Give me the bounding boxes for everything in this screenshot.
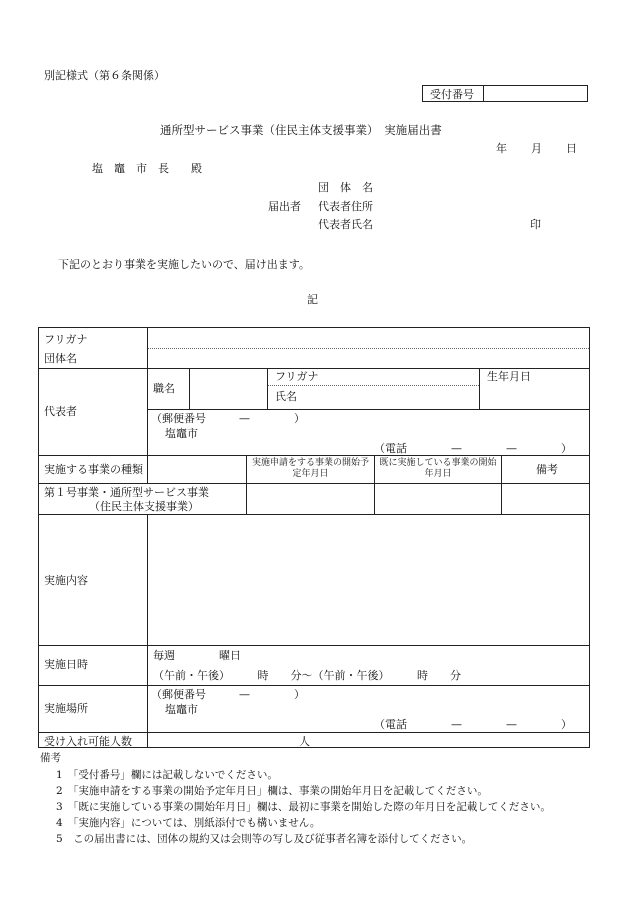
content-label: 実施内容 xyxy=(44,574,88,587)
seal-mark: 印 xyxy=(530,218,541,231)
rep-address-label: 代表者住所 xyxy=(318,200,373,213)
service-type-header: 実施する事業の種類 xyxy=(44,463,143,476)
capacity-field[interactable] xyxy=(149,734,295,747)
group-name-label: 団 体 名 xyxy=(318,181,373,194)
location-postal-code: （郵便番号 — ） xyxy=(151,688,305,701)
receipt-number-field[interactable] xyxy=(484,86,587,101)
note-item: 3 「既に実施している事業の開始年月日」欄は、最初に事業を開始した際の年月日を記載してください。 xyxy=(56,801,551,813)
receipt-number-label: 受付番号 xyxy=(430,88,474,101)
date-year: 年 xyxy=(496,142,507,155)
note-item: 1 「受付番号」欄には記載しないでください。 xyxy=(56,769,278,781)
group-furigana-field[interactable] xyxy=(149,330,587,347)
existing-start-header: 既に実施している事業の開始年月日 xyxy=(379,458,497,479)
submitter-label: 届出者 xyxy=(268,200,301,213)
group-name-row-label: 団体名 xyxy=(44,352,77,365)
group-furigana-label: フリガナ xyxy=(44,333,88,346)
rep-name-field[interactable] xyxy=(319,370,477,407)
service-type-line1: 第１号事業・通所型サービス事業 xyxy=(44,486,209,499)
schedule-label: 実施日時 xyxy=(44,658,88,671)
group-name-field[interactable] xyxy=(149,350,587,367)
planned-start-header: 実施申請をする事業の開始予定年月日 xyxy=(251,458,369,479)
rep-name-row-label: 氏名 xyxy=(275,390,297,403)
ki-heading: 記 xyxy=(307,293,318,306)
representative-label: 代表者 xyxy=(44,405,77,418)
application-form-table xyxy=(38,327,590,748)
location-label: 実施場所 xyxy=(44,702,88,715)
birth-date-field[interactable] xyxy=(481,384,587,407)
schedule-weekday: 毎週 曜日 xyxy=(153,649,241,662)
capacity-label: 受け入れ可能人数 xyxy=(44,735,132,748)
rep-phone: （電話 — — ） xyxy=(374,442,572,455)
note-item: 4 「実施内容」については、別紙添付でも構いません。 xyxy=(56,817,321,829)
rep-name-label: 代表者氏名 xyxy=(318,218,373,231)
document-title: 通所型サービス事業（住民主体支援事業） 実施届出書 xyxy=(160,123,442,137)
rep-furigana-label: フリガナ xyxy=(275,370,319,383)
planned-start-field[interactable] xyxy=(248,485,372,512)
birth-date-label: 生年月日 xyxy=(487,370,531,383)
addressee: 塩 竈 市 長 殿 xyxy=(92,162,202,175)
rep-postal-code: （郵便番号 — ） xyxy=(151,412,305,425)
location-phone: （電話 — — ） xyxy=(374,718,572,731)
content-field[interactable] xyxy=(149,516,587,643)
note-item: 2 「実施申請をする事業の開始予定年月日」欄は、事業の開始年月日を記載してください。 xyxy=(56,785,488,797)
remarks-field[interactable] xyxy=(503,485,587,512)
schedule-time: （午前・午後） 時 分〜（午前・午後） 時 分 xyxy=(153,669,461,682)
job-title-field[interactable] xyxy=(191,370,265,407)
existing-start-field[interactable] xyxy=(376,485,499,512)
form-reference: 別記様式（第６条関係） xyxy=(44,69,165,82)
date-month: 月 xyxy=(531,142,542,155)
intro-text: 下記のとおり事業を実施したいので、届け出ます。 xyxy=(58,258,310,271)
receipt-number-box xyxy=(422,85,588,102)
remarks-header: 備考 xyxy=(536,463,558,476)
note-item: 5 この届出書には、団体の規約又は会則等の写し及び従事者名簿を添付してください。 xyxy=(56,833,473,845)
capacity-unit: 人 xyxy=(299,735,310,748)
service-type-line2: （住民主体支援事業） xyxy=(89,500,199,513)
date-day: 日 xyxy=(566,142,577,155)
rep-city: 塩竈市 xyxy=(165,427,198,440)
notes-title: 備考 xyxy=(40,752,61,764)
job-title-label: 職名 xyxy=(153,382,175,395)
location-city: 塩竈市 xyxy=(165,703,198,716)
